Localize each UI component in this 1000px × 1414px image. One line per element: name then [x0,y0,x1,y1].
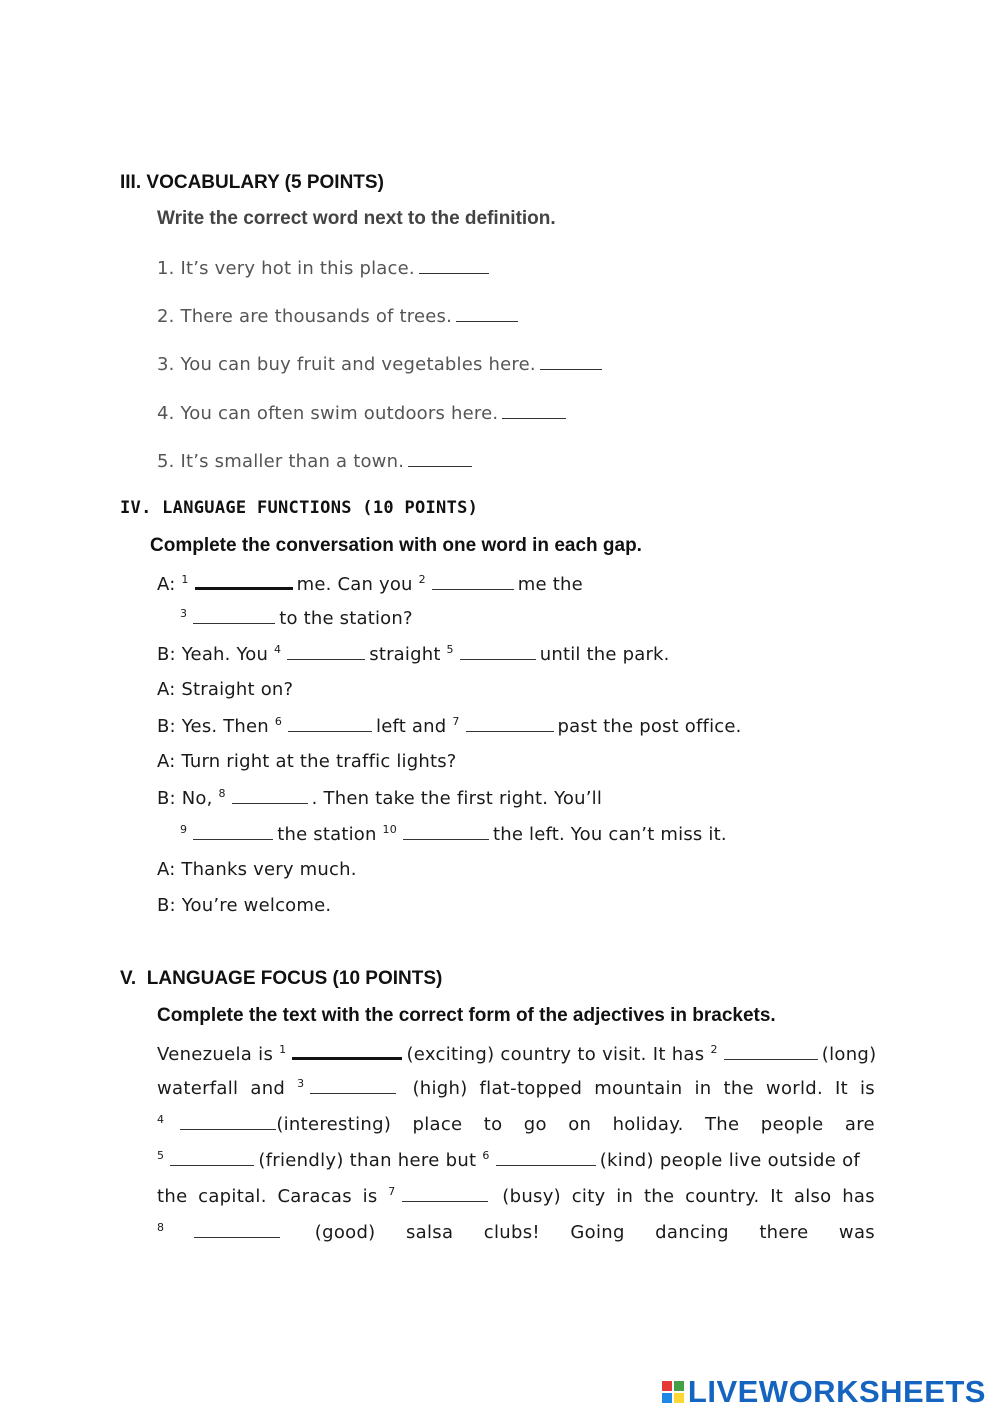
dialogue-line-3: B: Yeah. You $^4$ straight $^5$ until the park. [157,643,670,665]
text-line-3: $^4$ (interesting) place to go on holiday. The people are [157,1113,875,1135]
liveworksheets-logo [662,1374,986,1410]
vocab-item-5: 5. It’s smaller than a town. [157,450,476,472]
answer-blank[interactable] [402,1185,488,1202]
answer-blank[interactable] [193,823,273,840]
answer-blank[interactable] [419,257,489,274]
vocab-item-4: 4. You can often swim outdoors here. [157,402,570,424]
answer-blank[interactable] [456,305,518,322]
answer-blank[interactable] [310,1077,396,1094]
vocab-item-2: 2. There are thousands of trees. [157,305,522,327]
section-3-heading: III. VOCABULARY (5 POINTS) [120,172,384,193]
answer-blank[interactable] [194,1221,280,1238]
text-line-6: $^8$ (good) salsa clubs! Going dancing there was [157,1221,875,1243]
answer-blank[interactable] [432,573,514,590]
dialogue-line-8: $^9$ the station $^{10}$ the left. You can’t miss it. [180,823,727,845]
answer-blank[interactable] [193,607,275,624]
text-line-1: Venezuela is $^1$ (exciting) country to visit. It has $^2$ (long) [157,1043,877,1065]
answer-blank[interactable] [496,1149,596,1166]
dialogue-line-10: B: You’re welcome. [157,895,332,916]
answer-blank[interactable] [170,1149,254,1166]
section-3-instruction: Write the correct word next to the definition. [157,208,556,229]
answer-blank[interactable] [408,450,472,467]
dialogue-line-2: $^3$ to the station? [180,607,413,629]
section-5-heading: V. LANGUAGE FOCUS (10 POINTS) [120,968,443,989]
answer-blank[interactable] [403,823,489,840]
dialogue-line-9: A: Thanks very much. [157,859,357,880]
answer-blank[interactable] [195,571,293,590]
logo-text: LIVEWORKSHEETS [687,1374,986,1409]
vocab-item-1: 1. It’s very hot in this place. [157,257,493,279]
text-line-5: the capital. Caracas is $^7$ (busy) city in the country. It also has [157,1185,875,1207]
answer-blank[interactable] [180,1113,276,1130]
answer-blank[interactable] [724,1043,818,1060]
section-5-instruction: Complete the text with the correct form of the adjectives in brackets. [157,1005,776,1026]
text-line-4: $^5$ (friendly) than here but $^6$ (kind) people live outside of [157,1149,861,1171]
answer-blank[interactable] [466,715,554,732]
answer-blank[interactable] [287,643,365,660]
logo-square [674,1381,684,1391]
logo-square [662,1393,672,1403]
answer-blank[interactable] [292,1041,402,1060]
logo-mark-icon [662,1381,684,1403]
dialogue-line-4: A: Straight on? [157,679,294,700]
dialogue-line-1: A: $^1$ me. Can you $^2$ me the [157,573,583,595]
dialogue-line-5: B: Yes. Then $^6$ left and $^7$ past the post office. [157,715,742,737]
logo-square [662,1381,672,1391]
dialogue-line-7: B: No, $^8$ . Then take the first right. You’ll [157,787,603,809]
answer-blank[interactable] [288,715,372,732]
answer-blank[interactable] [540,353,602,370]
text-line-2: waterfall and $^3$ (high) flat-topped mountain in the world. It is [157,1077,875,1099]
logo-square [674,1393,684,1403]
answer-blank[interactable] [502,402,566,419]
section-4-instruction: Complete the conversation with one word in each gap. [150,535,642,556]
answer-blank[interactable] [460,643,536,660]
vocab-item-3: 3. You can buy fruit and vegetables here. [157,353,606,375]
answer-blank[interactable] [232,787,308,804]
dialogue-line-6: A: Turn right at the traffic lights? [157,751,457,772]
section-4-heading: IV. LANGUAGE FUNCTIONS (10 POINTS) [120,498,479,518]
